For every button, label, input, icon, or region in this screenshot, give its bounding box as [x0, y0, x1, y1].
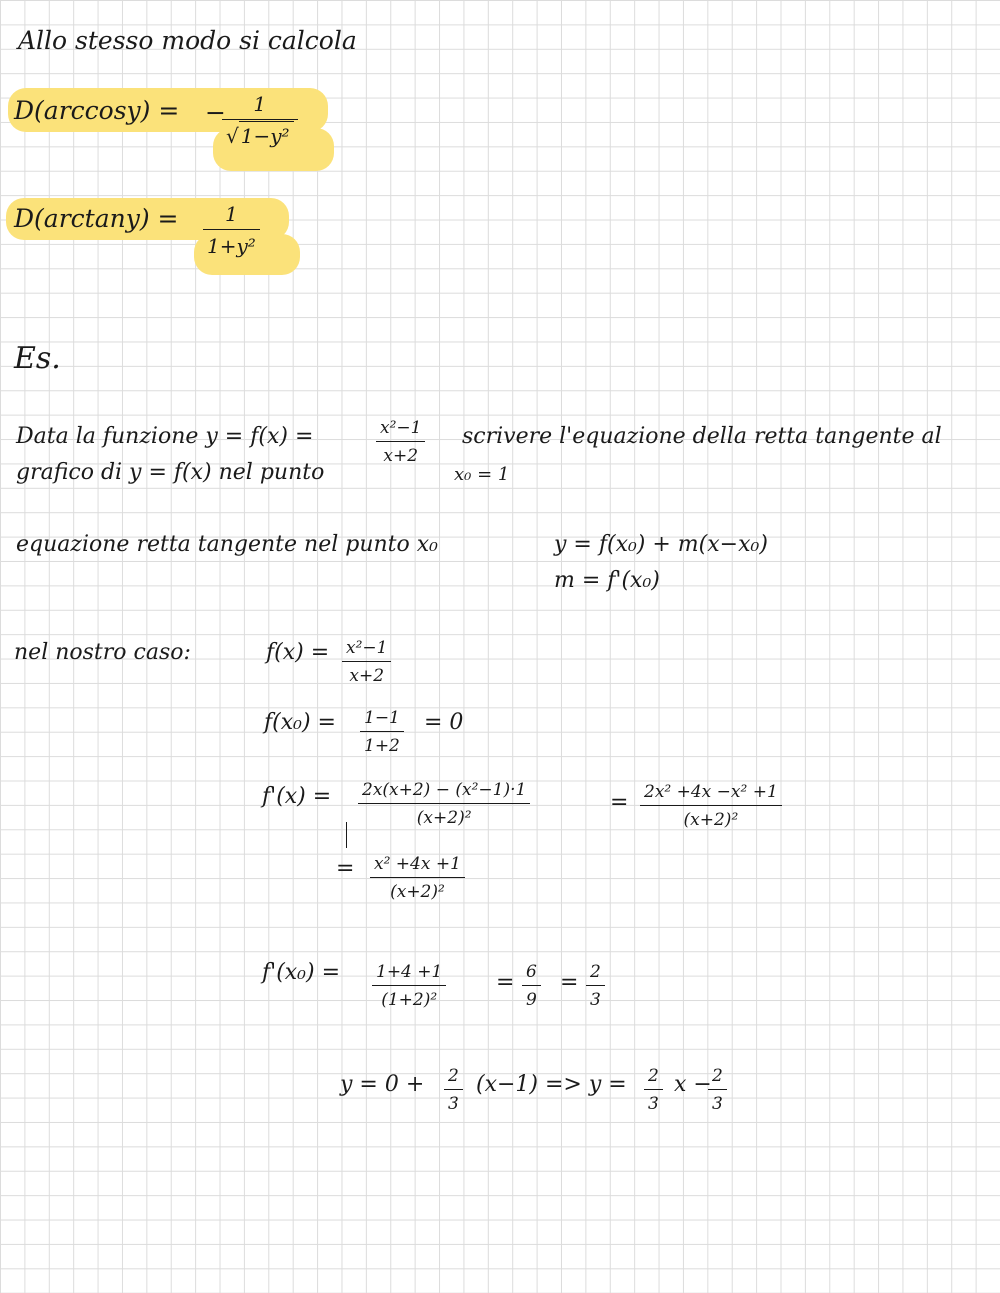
arccos-lhs: D(arccosy) = [14, 96, 180, 125]
arctan-denominator: 1+y² [203, 229, 260, 258]
fx-num: x²−1 [346, 638, 388, 658]
final-fraction-1 [444, 1066, 463, 1114]
final-num-3: 2 [712, 1066, 723, 1086]
tangent-eq2: m = f'(x₀) [554, 568, 660, 593]
problem-line2: grafico di y = f(x) nel punto [16, 460, 325, 485]
arccos-minus: − [205, 98, 226, 127]
arccos-numerator: 1 [253, 92, 267, 116]
fpx-den: (x+2)² [358, 803, 530, 828]
arccos-denominator [222, 119, 298, 148]
problem-line1-b: scrivere l'equazione della retta tangente al [462, 424, 942, 449]
final-num-1: 2 [448, 1066, 459, 1086]
problem-fraction-den: x+2 [376, 441, 425, 466]
arctan-numerator: 1 [225, 202, 238, 226]
final-den-1: 3 [444, 1089, 463, 1114]
fpx-equals: = [610, 790, 629, 815]
fx0-rhs: = 0 [424, 710, 464, 735]
final-part-b: (x−1) => y = [476, 1072, 627, 1097]
fpx-lhs: f'(x) = [262, 784, 332, 809]
final-part-a: y = 0 + [340, 1072, 425, 1097]
final-fraction-3 [708, 1066, 727, 1114]
fx0-fraction [360, 708, 404, 756]
fpx0-num: 1+4 +1 [376, 962, 443, 982]
continuation-bar [346, 822, 347, 848]
arctan-lhs: D(arctany) = [14, 204, 179, 233]
fpx0-den-3: 3 [586, 985, 605, 1010]
fpx-fraction-3 [370, 854, 465, 902]
fpx-num: 2x(x+2) − (x²−1)·1 [362, 780, 527, 800]
fx0-lhs: f(x₀) = [264, 710, 336, 735]
fpx-den-2: (x+2)² [640, 805, 782, 830]
arctan-fraction [203, 202, 260, 258]
final-num-2: 2 [648, 1066, 659, 1086]
final-part-c: x − [674, 1072, 712, 1097]
fpx-fraction [358, 780, 530, 828]
fx-fraction [342, 638, 391, 686]
fpx-num-2: 2x² +4x −x² +1 [644, 782, 778, 802]
sqrt-sign: √ [226, 124, 239, 148]
fpx0-equals-1: = [496, 970, 515, 995]
fpx0-den-2: 9 [522, 985, 541, 1010]
problem-fraction-num: x²−1 [380, 418, 422, 438]
fpx0-fraction [372, 962, 446, 1010]
problem-x0: x₀ = 1 [454, 464, 510, 485]
fpx-fraction-2 [640, 782, 782, 830]
fx0-num: 1−1 [364, 708, 400, 728]
final-den-3: 3 [708, 1089, 727, 1114]
fpx0-num-3: 2 [590, 962, 601, 982]
fpx0-fraction-3 [586, 962, 605, 1010]
fpx0-den: (1+2)² [372, 985, 446, 1010]
fx-den: x+2 [342, 661, 391, 686]
case-label: nel nostro caso: [14, 640, 191, 665]
final-den-2: 3 [644, 1089, 663, 1114]
problem-fraction [376, 418, 425, 466]
fpx0-lhs: f'(x₀) = [262, 960, 341, 985]
arccos-radicand: 1−y² [239, 121, 294, 148]
fpx-den-3: (x+2)² [370, 877, 465, 902]
fpx0-num-2: 6 [526, 962, 537, 982]
tangent-label: equazione retta tangente nel punto x₀ [16, 532, 438, 557]
fpx0-equals-2: = [560, 970, 579, 995]
example-label: Es. [14, 341, 61, 376]
tangent-eq1: y = f(x₀) + m(x−x₀) [554, 532, 768, 557]
fpx-equals-2: = [336, 856, 355, 881]
arccos-fraction [222, 92, 298, 148]
fpx0-fraction-2 [522, 962, 541, 1010]
intro-text: Allo stesso modo si calcola [18, 26, 357, 55]
fpx-num-3: x² +4x +1 [374, 854, 461, 874]
fx0-den: 1+2 [360, 731, 404, 756]
final-fraction-2 [644, 1066, 663, 1114]
problem-line1-a: Data la funzione y = f(x) = [16, 424, 314, 449]
fx-lhs: f(x) = [266, 640, 330, 665]
